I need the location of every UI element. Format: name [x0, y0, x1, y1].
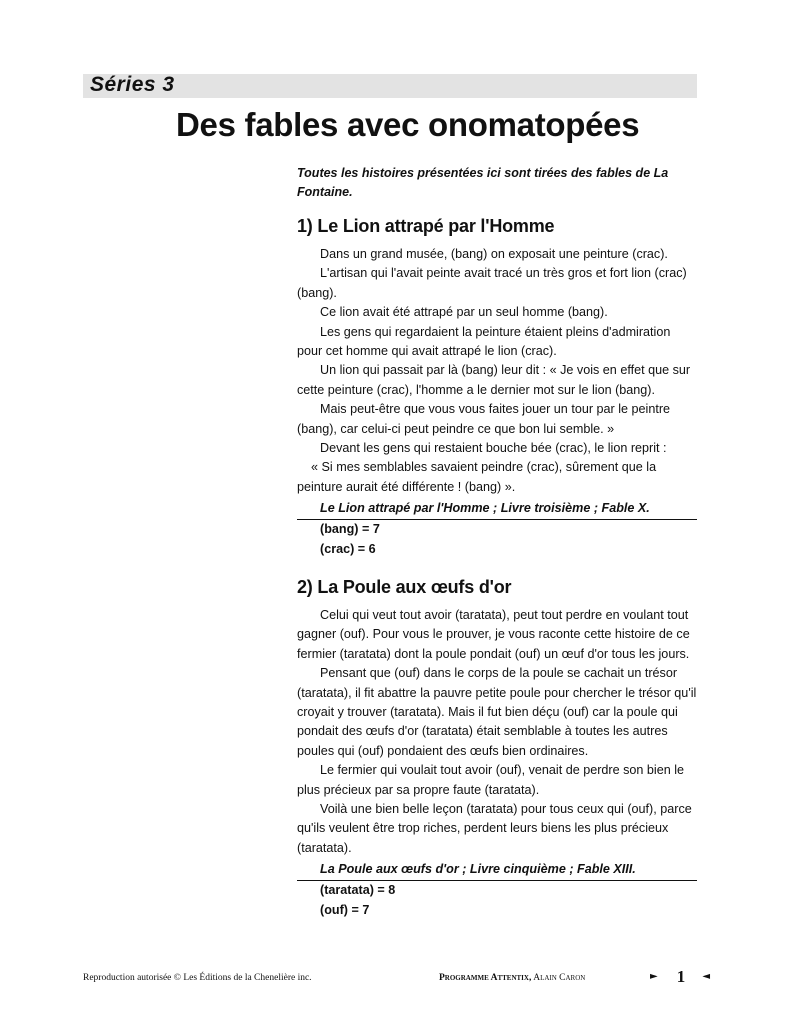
fable-2-paragraph: Voilà une bien belle leçon (taratata) pour tous ceux qui (ouf), parce qu'ils veulent être trop riches, perdent leurs biens les plus précieux (taratata). — [297, 802, 692, 855]
arrow-left-icon: ◄ — [702, 971, 711, 982]
fable-1-paragraph: Les gens qui regardaient la peinture étaient pleins d'admiration pour cet homme qui avait attrapé le lion (crac). — [297, 324, 671, 359]
fable-1-paragraph: Dans un grand musée, (bang) on exposait une peinture (crac). — [320, 247, 668, 261]
fable-1-source: Le Lion attrapé par l'Homme ; Livre troisième ; Fable X. — [297, 499, 697, 520]
fable-2-paragraph: Le fermier qui voulait tout avoir (ouf), venait de perdre son bien le plus précieux par sa propre faute (taratata). — [297, 763, 685, 797]
fable-2-paragraph: Celui qui veut tout avoir (taratata), peut tout perdre en voulant tout gagner (ouf). Pour vous le prouver, je vous raconte cette histoire de ce fermier (taratata) dont la poule pondait (ouf) un œuf d'or tous les jours. — [297, 608, 690, 661]
fable-1-paragraph: Un lion qui passait par là (bang) leur dit : « Je vois en effet que sur cette peinture (crac), l'homme a le dernier mot sur le lion (bang). — [297, 363, 691, 397]
fable-1-paragraph: Mais peut-être que vous vous faites jouer un tour par le peintre (bang), car celui-ci peut peindre ce que bon lui semble. » — [297, 402, 671, 436]
fable-2-section — [297, 577, 697, 920]
series-label: Séries 3 — [90, 73, 175, 96]
fable-2-paragraph: Pensant que (ouf) dans le corps de la poule se cachait un trésor (taratata), il fit abattre la pauvre petite poule pour chercher le trésor qu'il croyait y trouver (taratata). Mais il fut bien déçu (ouf) car la poule qui pondait des œufs d'or (taratata) était semblable à toutes les autres poules qui (ouf) pondaient des œufs bien ordinaires. — [297, 666, 697, 758]
series-banner — [83, 74, 697, 98]
intro-text: Toutes les histoires présentées ici sont tirées des fables de La Fontaine. — [297, 166, 669, 199]
fable-2-source: La Poule aux œufs d'or ; Livre cinquième ; Fable XIII. — [297, 860, 697, 881]
fable-1-paragraph: Ce lion avait été attrapé par un seul homme (bang). — [320, 305, 608, 320]
fable-1-heading: 1) Le Lion attrapé par l'Homme — [297, 216, 555, 236]
fable-1-paragraph: « Si mes semblables savaient peindre (crac), sûrement que la peinture aurait été différente ! (bang) ». — [297, 460, 657, 494]
fable-1-count-bang: (bang) = 7 — [320, 522, 380, 537]
fable-1-section — [297, 216, 697, 559]
footer-author: Alain Caron — [533, 973, 586, 983]
fable-2-heading: 2) La Poule aux œufs d'or — [297, 577, 512, 597]
footer-program-name: Programme Attentix, — [439, 973, 532, 983]
footer-copyright: Reproduction autorisée © Les Éditions de la Chenelière inc. — [83, 973, 312, 983]
fable-2-count-ouf: (ouf) = 7 — [320, 902, 370, 917]
arrow-right-icon: ► — [650, 971, 658, 982]
page-title: Des fables avec onomatopées — [176, 106, 640, 143]
fable-2-count-taratata: (taratata) = 8 — [320, 883, 396, 898]
fable-1-paragraph: L'artisan qui l'avait peinte avait tracé un très gros et fort lion (crac) (bang). — [297, 266, 687, 300]
fable-1-count-crac: (crac) = 6 — [320, 541, 376, 556]
page-navigation — [650, 966, 710, 987]
fable-1-paragraph: Devant les gens qui restaient bouche bée (crac), le lion reprit : — [320, 441, 667, 456]
page-number: 1 — [676, 966, 686, 986]
footer-program — [439, 973, 585, 983]
